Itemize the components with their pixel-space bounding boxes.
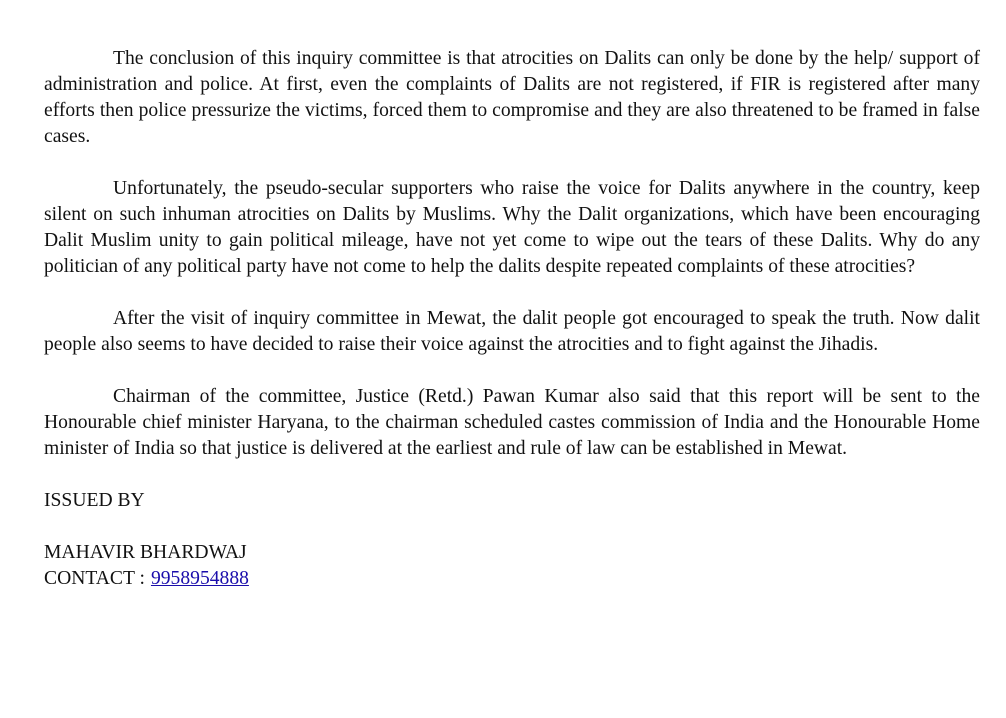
issuer-name: MAHAVIR BHARDWAJ	[44, 542, 247, 563]
paragraph-chairman-statement: Chairman of the committee, Justice (Retd.) Pawan Kumar also said that this report will be sent to the Honourable chief minister Haryana, to the chairman scheduled castes commission of India and the Honourable Home minister of India so that justice is delivered at the earliest and rule of law can be established in Mewat.	[44, 386, 980, 459]
contact-label: CONTACT :	[44, 568, 145, 589]
paragraph-pseudo-secular: Unfortunately, the pseudo-secular supporters who raise the voice for Dalits anywhere in the country, keep silent on such inhuman atrocities on Dalits by Muslims. Why the Dalit organizations, which have been encouraging Dalit Muslim unity to gain political mileage, have not yet come to wipe out the tears of these Dalits. Why do any politician of any political party have not come to help the dalits despite repeated complaints of these atrocities?	[44, 178, 980, 277]
paragraph-mewat-visit: After the visit of inquiry committee in Mewat, the dalit people got encouraged to speak the truth. Now dalit people also seems to have decided to raise their voice against the atrocities and to fight against the Jihadis.	[44, 308, 980, 355]
contact-line	[44, 566, 980, 592]
issued-by-label: ISSUED BY	[44, 490, 145, 511]
spacer	[44, 514, 980, 540]
contact-phone-link[interactable]: 9958954888	[150, 568, 249, 589]
paragraph-conclusion: The conclusion of this inquiry committee is that atrocities on Dalits can only be done by the help/ support of administration and police. At first, even the complaints of Dalits are not registered, if FIR is registered after many efforts then police pressurize the victims, forced them to compromise and they are also threatened to be framed in false cases.	[44, 48, 980, 147]
